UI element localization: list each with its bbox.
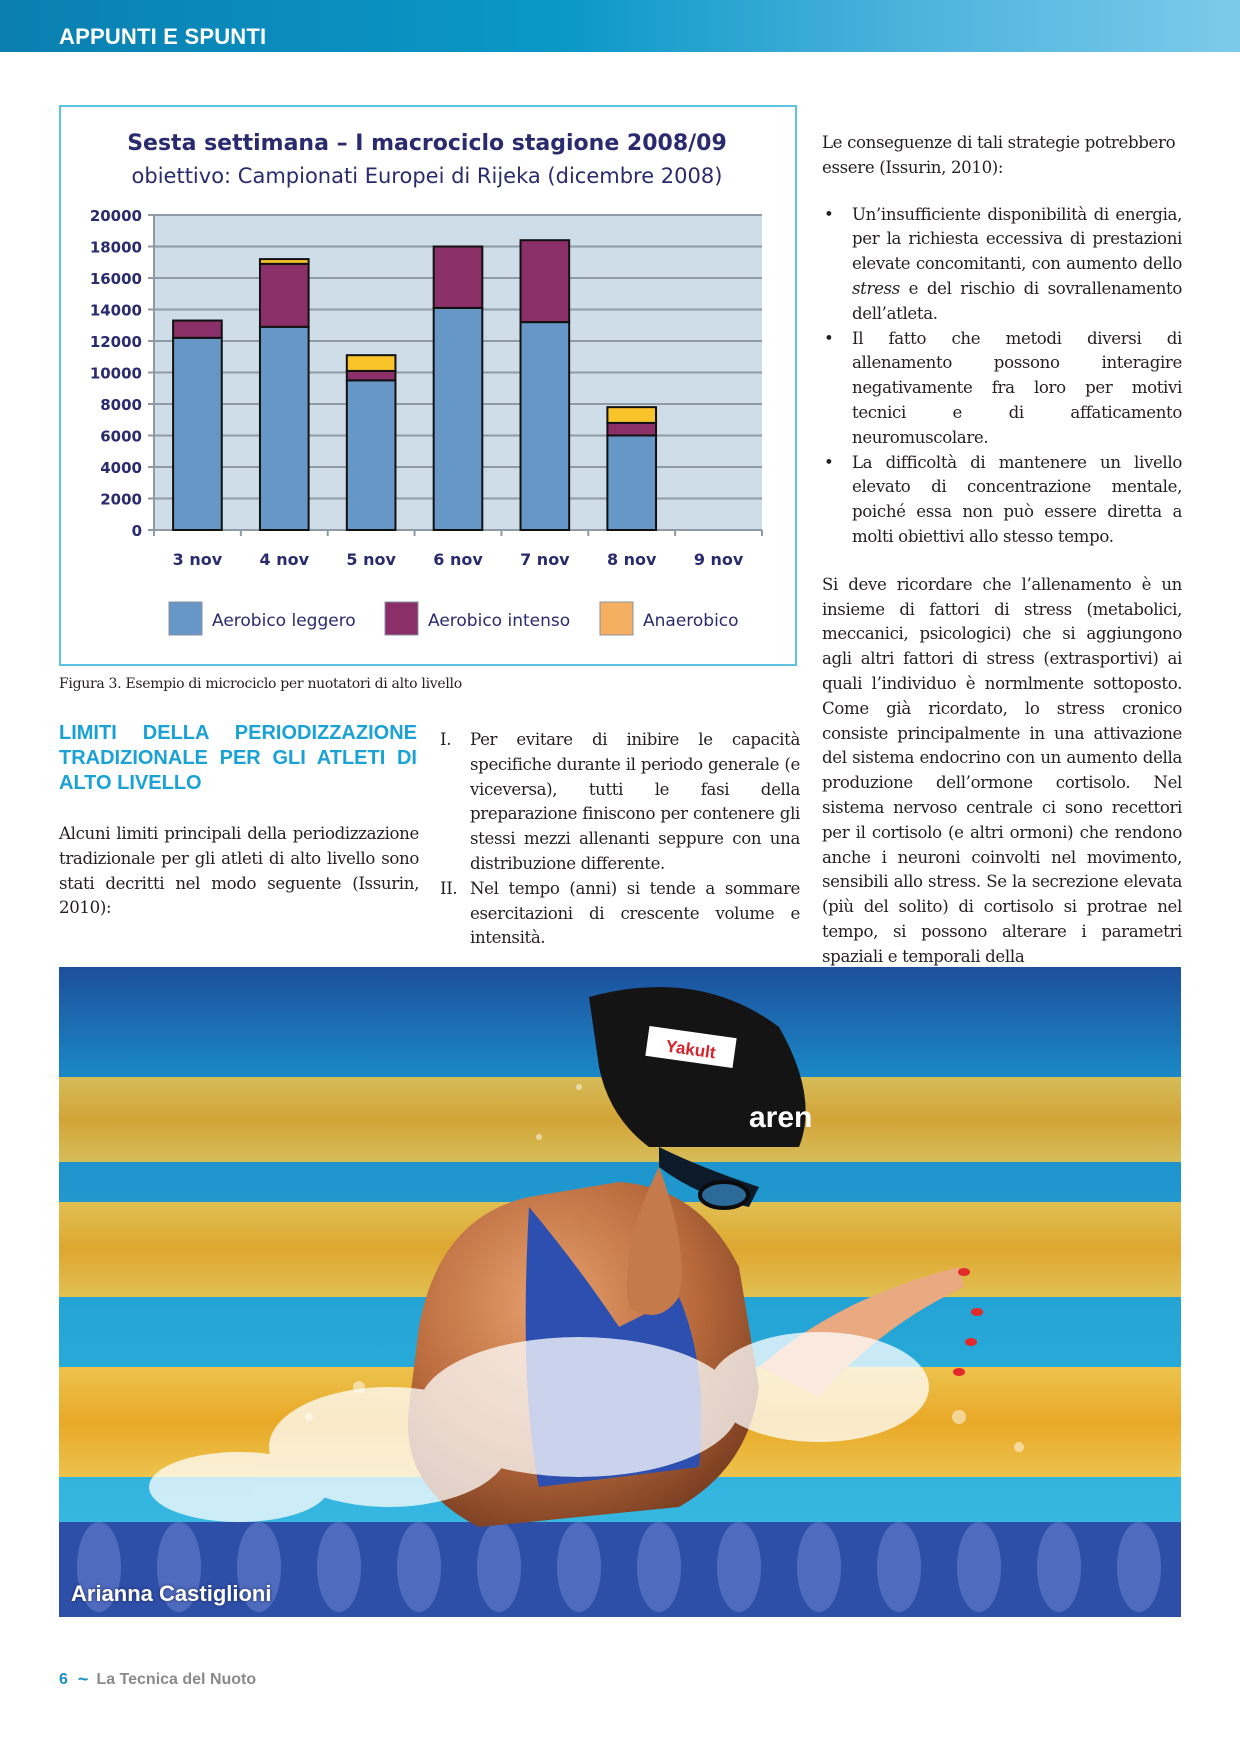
- bar-segment: [260, 259, 309, 264]
- swimmer-illustration: [59, 967, 1181, 1617]
- x-tick-label: 7 nov: [520, 550, 570, 569]
- section-heading: LIMITI DELLA PERIODIZZAZIONE TRADIZIONALE PER GLI ATLETI DI ALTO LIVELLO: [59, 722, 417, 794]
- bar-segment: [173, 338, 222, 530]
- list-item: [438, 728, 800, 877]
- y-tick-label: 2000: [100, 490, 142, 509]
- y-tick-label: 14000: [89, 301, 142, 320]
- bullet-text-end: e del rischio di sovrallenamento dell’atleta.: [852, 278, 1182, 323]
- stress-paragraph: Si deve ricordare che l’allenamento è un insieme di fattori di stress (metabolici, meccanici, psicologici) che si aggiungono agli altri fattori di stress (extrasportivi) ai quali l’individuo è normlmente sottoposto. Come già ricordato, lo stress cronico consiste principalmente in una attivazione del sistema endocrino con un aumento della produzione dell’ormone cortisolo. Nel sistema nervoso centrale ci sono recettori per il cortisolo (e altri ormoni) che rendono anche i neuroni coinvolti nel movimento, sensibili allo stress. Se la secrezione elevata (più del solito) di cortisolo si protrae nel tempo, si possono alterare i parametri spaziali e temporali della: [822, 574, 1182, 966]
- chart-subtitle: obiettivo: Campionati Europei di Rijeka (dicembre 2008): [131, 164, 723, 188]
- bar-segment: [521, 322, 570, 530]
- bar-segment: [347, 371, 396, 380]
- intro-paragraph: Alcuni limiti principali della periodizzazione tradizionale per gli atleti di alto livello sono stati decritti nel modo seguente (Issurin, 2010):: [59, 824, 419, 918]
- bullet-icon: •: [824, 204, 834, 224]
- legend-swatch: [169, 602, 202, 635]
- bar-segment: [173, 321, 222, 338]
- section-label: APPUNTI E SPUNTI: [59, 24, 267, 49]
- bullet-icon: •: [824, 328, 834, 348]
- figure-caption: Figura 3. Esempio di microciclo per nuotatori di alto livello: [59, 676, 462, 692]
- figure-chart: [59, 105, 797, 666]
- y-tick-label: 16000: [89, 270, 142, 288]
- bar-segment: [521, 240, 570, 322]
- bullet-item: [822, 203, 1182, 327]
- x-tick-label: 8 nov: [606, 550, 657, 569]
- photo-caption: Arianna Castiglioni: [71, 1581, 272, 1606]
- bar-segment: [347, 355, 396, 371]
- numbered-list: [438, 728, 800, 951]
- cap-brand-logo: aren: [749, 1101, 813, 1134]
- list-text: Per evitare di inibire le capacità specifiche durante il periodo generale (e viceversa), tutti le fasi della preparazione finiscono per contenere gli stessi mezzi allenanti seppure con una distribuzione differente.: [470, 730, 800, 873]
- chart-plot-area: [90, 207, 762, 635]
- y-tick-label: 18000: [89, 238, 142, 257]
- list-item: [438, 877, 800, 951]
- page-footer: [59, 1669, 256, 1690]
- bar-segment: [347, 380, 396, 530]
- consequences-intro: Le conseguenze di tali strategie potrebbero essere (Issurin, 2010):: [822, 133, 1176, 177]
- section-header-bar: [0, 0, 1240, 52]
- y-tick-label: 12000: [89, 333, 142, 351]
- legend-label: Anaerobico: [643, 611, 739, 631]
- y-tick-label: 20000: [89, 207, 142, 225]
- y-tick-label: 4000: [100, 459, 142, 477]
- cap-sponsor-logo: Yakult: [664, 1036, 717, 1063]
- bullet-item: [822, 451, 1182, 550]
- bullet-text: Il fatto che metodi diversi di allenamento possono interagire negativamente fra loro per motivi tecnici e di affaticamento neuromuscolare.: [852, 328, 1182, 447]
- bar-segment: [434, 308, 483, 530]
- legend-swatch: [385, 602, 418, 635]
- bar-segment: [607, 436, 656, 531]
- bar-segment: [260, 264, 309, 327]
- x-tick-label: 9 nov: [693, 550, 744, 569]
- swimmer-photo: [59, 967, 1181, 1617]
- bullet-text-italic: stress: [852, 278, 900, 298]
- legend-swatch: [600, 602, 633, 635]
- y-tick-label: 0: [131, 522, 142, 540]
- bullet-icon: •: [824, 452, 834, 472]
- y-tick-label: 10000: [89, 364, 142, 383]
- list-text: Nel tempo (anni) si tende a sommare esercitazioni di crescente volume e intensità.: [470, 878, 800, 948]
- x-tick-label: 3 nov: [172, 550, 223, 569]
- y-tick-label: 6000: [100, 427, 142, 446]
- y-tick-label: 8000: [100, 396, 142, 414]
- bar-segment: [607, 407, 656, 423]
- legend-label: Aerobico intenso: [428, 611, 571, 631]
- legend-label: Aerobico leggero: [212, 611, 356, 631]
- right-column: [822, 131, 1182, 970]
- bullet-text: La difficoltà di mantenere un livello elevato di concentrazione mentale, poiché essa non può essere diretta a molti obiettivi allo stesso tempo.: [852, 452, 1182, 546]
- list-number: I.: [440, 730, 452, 749]
- bullet-text-start: Un’insufficiente disponibilità di energia, per la richiesta eccessiva di prestazioni elevate concomitanti, con aumento dello: [852, 204, 1182, 274]
- bar-segment: [260, 327, 309, 530]
- bar-segment: [607, 423, 656, 436]
- chart-title: Sesta settimana – I macrociclo stagione 2008/09: [127, 131, 727, 156]
- stacked-bar-chart: [61, 107, 795, 664]
- wave-icon: ~: [77, 1669, 89, 1689]
- bullet-item: [822, 327, 1182, 451]
- magazine-name: La Tecnica del Nuoto: [96, 1670, 257, 1688]
- list-number: II.: [440, 878, 458, 898]
- page-number: 6: [59, 1670, 68, 1688]
- bullet-list: [822, 203, 1182, 550]
- bar-segment: [434, 247, 483, 308]
- x-tick-label: 4 nov: [259, 550, 310, 569]
- x-tick-label: 6 nov: [433, 550, 483, 569]
- x-tick-label: 5 nov: [346, 550, 396, 569]
